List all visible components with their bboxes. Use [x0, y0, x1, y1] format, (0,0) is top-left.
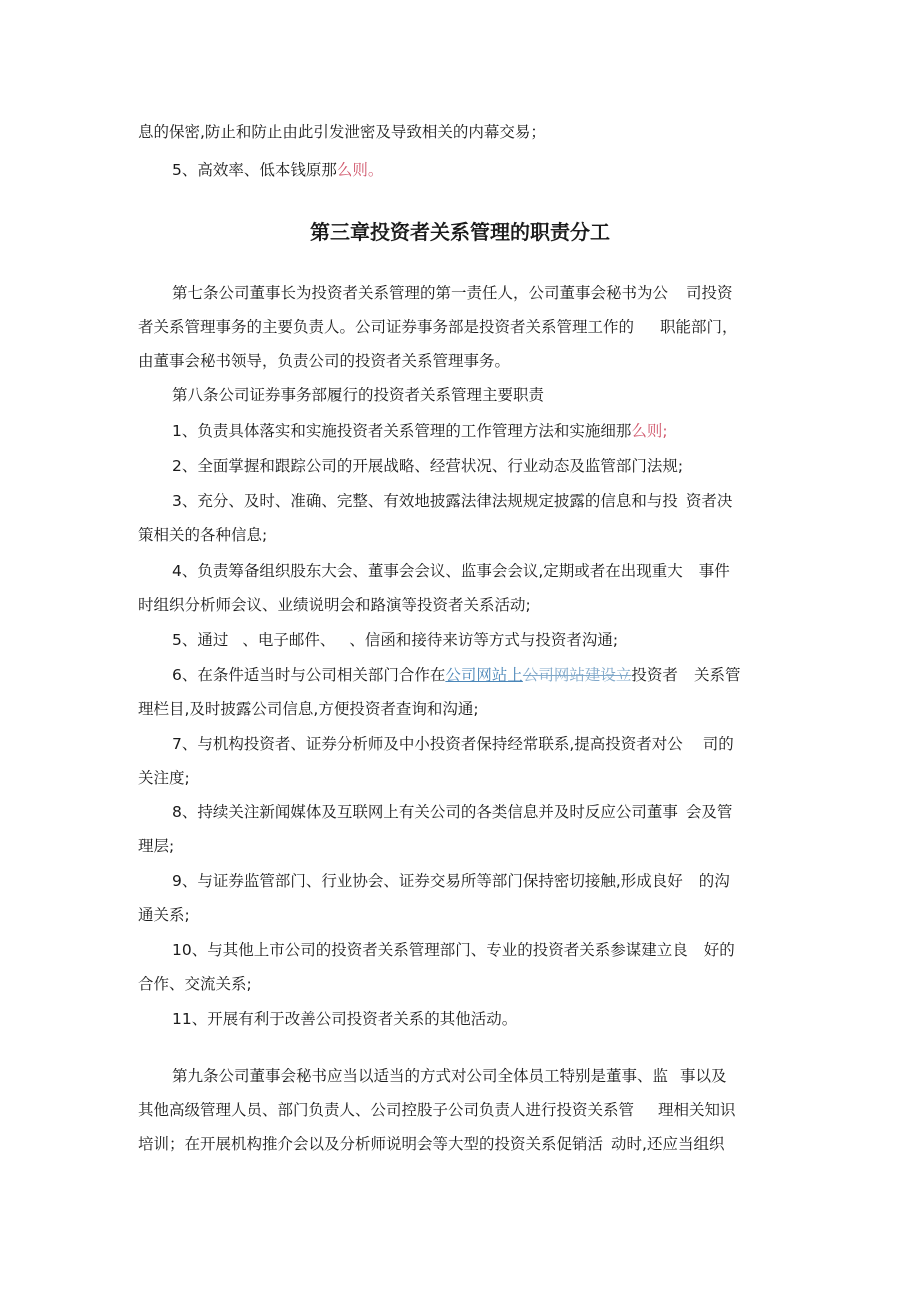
list-item-9-line-2: 通关系;	[138, 906, 190, 924]
article-7-line-1: 第七条公司董事长为投资者关系管理的第一责任人，公司董事会秘书为公 司投资	[172, 284, 733, 302]
list-item-5b: 5、通过 、电子邮件、 、信函和接待来访等方式与投资者沟通;	[172, 631, 619, 649]
tracked-insertion: 公司网站上	[445, 666, 523, 684]
list-item-2: 2、全面掌握和跟踪公司的开展战略、经营状况、行业动态及监管部门法规;	[172, 457, 684, 475]
list-item-1: 1、负责具体落实和实施投资者关系管理的工作管理方法和实施细那么则;	[172, 422, 668, 440]
list-item-7-line-1: 7、与机构投资者、证券分析师及中小投资者保持经常联系,提高投资者对公 司的	[172, 735, 734, 753]
article-9-line-1: 第九条公司董事会秘书应当以适当的方式对公司全体员工特别是董事、监 事以及	[172, 1067, 727, 1085]
list-item-5: 5、高效率、低本钱原那么则。	[172, 161, 384, 179]
article-7-line-3: 由董事会秘书领导，负责公司的投资者关系管理事务。	[138, 352, 511, 370]
article-8-heading: 第八条公司证券事务部履行的投资者关系管理主要职责	[172, 386, 545, 404]
list-item-6-line-1: 6、在条件适当时与公司相关部门合作在公司网站上公司网站建设立投资者 关系管	[172, 666, 741, 684]
list-item-7-line-2: 关注度;	[138, 769, 190, 787]
list-item-8-line-1: 8、持续关注新闻媒体及互联网上有关公司的各类信息并及时反应公司董事 会及管	[172, 803, 733, 821]
list-item-11: 11、开展有利于改善公司投资者关系的其他活动。	[172, 1010, 518, 1028]
list-item-10-line-1: 10、与其他上市公司的投资者关系管理部门、专业的投资者关系参谋建立良 好的	[172, 941, 735, 959]
list-item-9-line-1: 9、与证券监管部门、行业协会、证券交易所等部门保持密切接触,形成良好 的沟	[172, 872, 730, 890]
list-item-4-line-1: 4、负责筹备组织股东大会、董事会会议、监事会会议,定期或者在出现重大 事件	[172, 562, 730, 580]
paragraph-line: 息的保密,防止和防止由此引发泄密及导致相关的内幕交易；	[138, 123, 546, 141]
article-9-line-2: 其他高级管理人员、部门负责人、公司控股子公司负责人进行投资关系管 理相关知识	[138, 1101, 736, 1119]
list-item-10-line-2: 合作、交流关系;	[138, 975, 252, 993]
article-7-line-2: 者关系管理事务的主要负责人。公司证券事务部是投资者关系管理工作的 职能部门，	[138, 318, 738, 336]
list-item-8-line-2: 理层;	[138, 837, 175, 855]
list-item-3-line-2: 策相关的各种信息;	[138, 526, 268, 544]
tracked-deletion: 公司网站	[522, 666, 585, 684]
article-9-line-3: 培训；在开展机构推介会以及分析师说明会等大型的投资关系促销活 动时,还应当组织	[138, 1135, 725, 1153]
list-item-3-line-1: 3、充分、及时、准确、完整、有效地披露法律法规规定披露的信息和与投 资者决	[172, 492, 733, 510]
list-item-4-line-2: 时组织分析师会议、业绩说明会和路演等投资者关系活动;	[138, 596, 531, 614]
chapter-title: 第三章投资者关系管理的职责分工	[310, 220, 610, 244]
list-item-6-line-2: 理栏目,及时披露公司信息,方便投资者查询和沟通;	[138, 700, 479, 718]
